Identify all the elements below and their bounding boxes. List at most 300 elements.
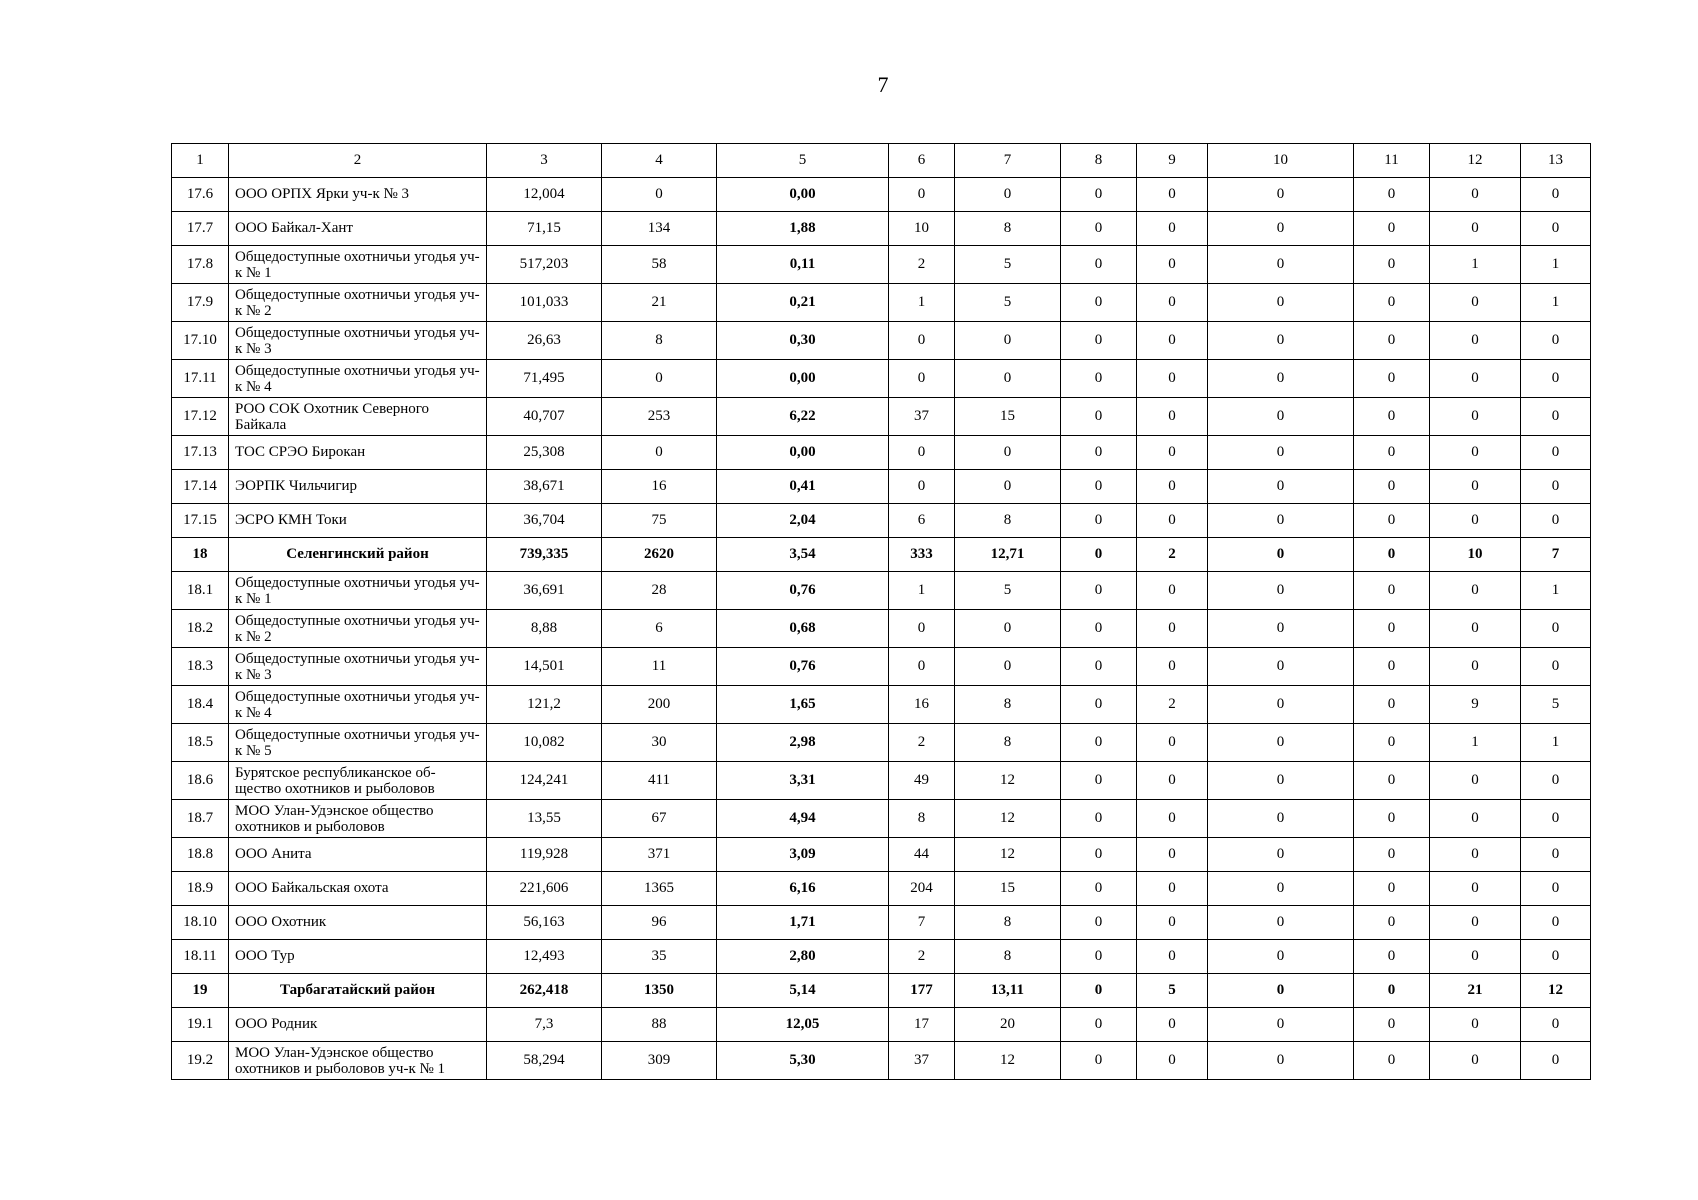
count-cell: 2620 <box>602 538 717 572</box>
col13-cell: 0 <box>1521 504 1591 538</box>
col6-cell: 16 <box>889 686 955 724</box>
row-number-cell: 17.8 <box>172 246 229 284</box>
col10-cell: 0 <box>1208 322 1354 360</box>
col11-cell: 0 <box>1354 398 1430 436</box>
col12-cell: 0 <box>1430 436 1521 470</box>
col11-cell: 0 <box>1354 724 1430 762</box>
col9-cell: 0 <box>1137 648 1208 686</box>
col9-cell: 0 <box>1137 178 1208 212</box>
col11-cell: 0 <box>1354 838 1430 872</box>
col6-cell: 0 <box>889 436 955 470</box>
col12-cell: 0 <box>1430 872 1521 906</box>
col13-cell: 0 <box>1521 872 1591 906</box>
col7-cell: 8 <box>955 504 1061 538</box>
col12-cell: 0 <box>1430 360 1521 398</box>
col11-cell: 0 <box>1354 1042 1430 1080</box>
col8-cell: 0 <box>1061 872 1137 906</box>
column-number-cell: 11 <box>1354 144 1430 178</box>
district-total-row <box>172 974 1591 1008</box>
count-cell: 411 <box>602 762 717 800</box>
row-number-cell: 18.6 <box>172 762 229 800</box>
col8-cell: 0 <box>1061 762 1137 800</box>
col9-cell: 0 <box>1137 504 1208 538</box>
col12-cell: 9 <box>1430 686 1521 724</box>
organization-name-cell: ООО Анита <box>229 838 487 872</box>
col11-cell: 0 <box>1354 178 1430 212</box>
col8-cell: 0 <box>1061 322 1137 360</box>
col13-cell: 5 <box>1521 686 1591 724</box>
count-cell: 88 <box>602 1008 717 1042</box>
col13-cell: 0 <box>1521 838 1591 872</box>
col10-cell: 0 <box>1208 284 1354 322</box>
col7-cell: 15 <box>955 398 1061 436</box>
table-row <box>172 838 1591 872</box>
col10-cell: 0 <box>1208 940 1354 974</box>
col11-cell: 0 <box>1354 470 1430 504</box>
count-cell: 28 <box>602 572 717 610</box>
col7-cell: 13,11 <box>955 974 1061 1008</box>
col12-cell: 10 <box>1430 538 1521 572</box>
column-number-cell: 7 <box>955 144 1061 178</box>
area-cell: 119,928 <box>487 838 602 872</box>
col9-cell: 2 <box>1137 538 1208 572</box>
organization-name-cell: Общедоступные охотничьи угодья уч-к № 1 <box>229 572 487 610</box>
col12-cell: 0 <box>1430 504 1521 538</box>
col12-cell: 0 <box>1430 572 1521 610</box>
area-cell: 101,033 <box>487 284 602 322</box>
col8-cell: 0 <box>1061 724 1137 762</box>
col8-cell: 0 <box>1061 648 1137 686</box>
col11-cell: 0 <box>1354 872 1430 906</box>
col9-cell: 0 <box>1137 872 1208 906</box>
area-cell: 38,671 <box>487 470 602 504</box>
col9-cell: 0 <box>1137 212 1208 246</box>
col12-cell: 0 <box>1430 284 1521 322</box>
density-cell: 0,68 <box>717 610 889 648</box>
table-row <box>172 648 1591 686</box>
organization-name-cell: Общедоступные охотничьи угодья уч-к № 3 <box>229 322 487 360</box>
col13-cell: 1 <box>1521 572 1591 610</box>
area-cell: 13,55 <box>487 800 602 838</box>
count-cell: 30 <box>602 724 717 762</box>
row-number-cell: 18.9 <box>172 872 229 906</box>
col8-cell: 0 <box>1061 178 1137 212</box>
density-cell: 0,41 <box>717 470 889 504</box>
col9-cell: 0 <box>1137 246 1208 284</box>
row-number-cell: 17.15 <box>172 504 229 538</box>
count-cell: 75 <box>602 504 717 538</box>
table-row <box>172 322 1591 360</box>
count-cell: 8 <box>602 322 717 360</box>
col12-cell: 0 <box>1430 322 1521 360</box>
col10-cell: 0 <box>1208 212 1354 246</box>
col10-cell: 0 <box>1208 504 1354 538</box>
count-cell: 0 <box>602 436 717 470</box>
row-number-cell: 19.1 <box>172 1008 229 1042</box>
area-cell: 221,606 <box>487 872 602 906</box>
organization-name-cell: ООО Тур <box>229 940 487 974</box>
col10-cell: 0 <box>1208 974 1354 1008</box>
organization-name-cell: ООО Охотник <box>229 906 487 940</box>
col6-cell: 0 <box>889 360 955 398</box>
col9-cell: 0 <box>1137 610 1208 648</box>
count-cell: 1350 <box>602 974 717 1008</box>
col8-cell: 0 <box>1061 610 1137 648</box>
table-row <box>172 872 1591 906</box>
organization-name-cell: Общедоступные охотничьи угодья уч-к № 5 <box>229 724 487 762</box>
col6-cell: 204 <box>889 872 955 906</box>
col9-cell: 0 <box>1137 572 1208 610</box>
col13-cell: 0 <box>1521 398 1591 436</box>
table-row <box>172 686 1591 724</box>
col7-cell: 12 <box>955 1042 1061 1080</box>
col10-cell: 0 <box>1208 360 1354 398</box>
organization-name-cell: МОО Улан-Удэнское общество охотников и рыболовов <box>229 800 487 838</box>
column-number-cell: 2 <box>229 144 487 178</box>
column-number-cell: 3 <box>487 144 602 178</box>
col6-cell: 0 <box>889 178 955 212</box>
col12-cell: 0 <box>1430 906 1521 940</box>
col8-cell: 0 <box>1061 246 1137 284</box>
col11-cell: 0 <box>1354 246 1430 284</box>
col13-cell: 1 <box>1521 724 1591 762</box>
col7-cell: 8 <box>955 724 1061 762</box>
table-row <box>172 398 1591 436</box>
col12-cell: 0 <box>1430 800 1521 838</box>
density-cell: 3,09 <box>717 838 889 872</box>
density-cell: 4,94 <box>717 800 889 838</box>
col7-cell: 0 <box>955 360 1061 398</box>
count-cell: 0 <box>602 178 717 212</box>
col9-cell: 0 <box>1137 1042 1208 1080</box>
count-cell: 96 <box>602 906 717 940</box>
col8-cell: 0 <box>1061 398 1137 436</box>
density-cell: 5,30 <box>717 1042 889 1080</box>
col6-cell: 2 <box>889 724 955 762</box>
col6-cell: 44 <box>889 838 955 872</box>
area-cell: 12,493 <box>487 940 602 974</box>
col11-cell: 0 <box>1354 538 1430 572</box>
organization-name-cell: Общедоступные охотничьи угодья уч-к № 2 <box>229 610 487 648</box>
col8-cell: 0 <box>1061 1008 1137 1042</box>
col12-cell: 0 <box>1430 940 1521 974</box>
density-cell: 3,31 <box>717 762 889 800</box>
col9-cell: 2 <box>1137 686 1208 724</box>
col11-cell: 0 <box>1354 504 1430 538</box>
col13-cell: 0 <box>1521 436 1591 470</box>
density-cell: 12,05 <box>717 1008 889 1042</box>
col9-cell: 0 <box>1137 470 1208 504</box>
row-number-cell: 18.10 <box>172 906 229 940</box>
col9-cell: 0 <box>1137 322 1208 360</box>
column-number-cell: 9 <box>1137 144 1208 178</box>
table-row <box>172 572 1591 610</box>
col12-cell: 0 <box>1430 1042 1521 1080</box>
col13-cell: 0 <box>1521 940 1591 974</box>
col7-cell: 5 <box>955 246 1061 284</box>
density-cell: 6,16 <box>717 872 889 906</box>
area-cell: 71,495 <box>487 360 602 398</box>
area-cell: 26,63 <box>487 322 602 360</box>
col8-cell: 0 <box>1061 212 1137 246</box>
table-row <box>172 178 1591 212</box>
column-number-cell: 6 <box>889 144 955 178</box>
row-number-cell: 18.8 <box>172 838 229 872</box>
table-row <box>172 724 1591 762</box>
col8-cell: 0 <box>1061 360 1137 398</box>
organization-name-cell: МОО Улан-Удэнское общество охотников и рыболовов уч-к № 1 <box>229 1042 487 1080</box>
area-cell: 25,308 <box>487 436 602 470</box>
organization-name-cell: РОО СОК Охотник Северного Байкала <box>229 398 487 436</box>
column-number-cell: 13 <box>1521 144 1591 178</box>
density-cell: 1,65 <box>717 686 889 724</box>
organization-name-cell: ООО Байкальская охота <box>229 872 487 906</box>
table-row <box>172 212 1591 246</box>
column-number-cell: 10 <box>1208 144 1354 178</box>
density-cell: 1,88 <box>717 212 889 246</box>
col6-cell: 49 <box>889 762 955 800</box>
col9-cell: 0 <box>1137 800 1208 838</box>
col9-cell: 0 <box>1137 360 1208 398</box>
density-cell: 2,80 <box>717 940 889 974</box>
density-cell: 1,71 <box>717 906 889 940</box>
row-number-cell: 17.12 <box>172 398 229 436</box>
row-number-cell: 17.6 <box>172 178 229 212</box>
col8-cell: 0 <box>1061 940 1137 974</box>
table-row <box>172 470 1591 504</box>
col13-cell: 0 <box>1521 648 1591 686</box>
col9-cell: 0 <box>1137 762 1208 800</box>
column-number-cell: 8 <box>1061 144 1137 178</box>
col12-cell: 21 <box>1430 974 1521 1008</box>
col12-cell: 0 <box>1430 762 1521 800</box>
col8-cell: 0 <box>1061 686 1137 724</box>
col7-cell: 12 <box>955 838 1061 872</box>
col12-cell: 0 <box>1430 1008 1521 1042</box>
density-cell: 5,14 <box>717 974 889 1008</box>
col12-cell: 0 <box>1430 178 1521 212</box>
col6-cell: 0 <box>889 648 955 686</box>
count-cell: 11 <box>602 648 717 686</box>
col7-cell: 5 <box>955 284 1061 322</box>
col12-cell: 0 <box>1430 648 1521 686</box>
col10-cell: 0 <box>1208 906 1354 940</box>
col8-cell: 0 <box>1061 504 1137 538</box>
col8-cell: 0 <box>1061 284 1137 322</box>
table-header-row <box>172 144 1591 178</box>
density-cell: 2,98 <box>717 724 889 762</box>
table-row <box>172 504 1591 538</box>
col8-cell: 0 <box>1061 1042 1137 1080</box>
col6-cell: 7 <box>889 906 955 940</box>
density-cell: 0,76 <box>717 648 889 686</box>
column-number-cell: 12 <box>1430 144 1521 178</box>
area-cell: 58,294 <box>487 1042 602 1080</box>
row-number-cell: 18.2 <box>172 610 229 648</box>
col6-cell: 37 <box>889 398 955 436</box>
col8-cell: 0 <box>1061 974 1137 1008</box>
area-cell: 36,691 <box>487 572 602 610</box>
col11-cell: 0 <box>1354 322 1430 360</box>
col7-cell: 0 <box>955 436 1061 470</box>
col10-cell: 0 <box>1208 838 1354 872</box>
col9-cell: 0 <box>1137 906 1208 940</box>
district-total-row <box>172 538 1591 572</box>
density-cell: 0,00 <box>717 436 889 470</box>
table-row <box>172 940 1591 974</box>
col9-cell: 0 <box>1137 1008 1208 1042</box>
col10-cell: 0 <box>1208 762 1354 800</box>
col9-cell: 0 <box>1137 940 1208 974</box>
col9-cell: 0 <box>1137 436 1208 470</box>
col10-cell: 0 <box>1208 436 1354 470</box>
col6-cell: 1 <box>889 284 955 322</box>
area-cell: 7,3 <box>487 1008 602 1042</box>
column-number-cell: 1 <box>172 144 229 178</box>
area-cell: 10,082 <box>487 724 602 762</box>
col11-cell: 0 <box>1354 572 1430 610</box>
col7-cell: 8 <box>955 906 1061 940</box>
col8-cell: 0 <box>1061 838 1137 872</box>
col11-cell: 0 <box>1354 800 1430 838</box>
density-cell: 3,54 <box>717 538 889 572</box>
table-row <box>172 906 1591 940</box>
col6-cell: 37 <box>889 1042 955 1080</box>
count-cell: 67 <box>602 800 717 838</box>
area-cell: 262,418 <box>487 974 602 1008</box>
col13-cell: 0 <box>1521 800 1591 838</box>
area-cell: 36,704 <box>487 504 602 538</box>
col12-cell: 1 <box>1430 246 1521 284</box>
organization-name-cell: ЭОРПК Чильчигир <box>229 470 487 504</box>
col7-cell: 0 <box>955 178 1061 212</box>
col6-cell: 17 <box>889 1008 955 1042</box>
column-number-cell: 4 <box>602 144 717 178</box>
col7-cell: 12,71 <box>955 538 1061 572</box>
area-cell: 124,241 <box>487 762 602 800</box>
col10-cell: 0 <box>1208 648 1354 686</box>
col6-cell: 8 <box>889 800 955 838</box>
area-cell: 8,88 <box>487 610 602 648</box>
column-number-cell: 5 <box>717 144 889 178</box>
row-number-cell: 18 <box>172 538 229 572</box>
col8-cell: 0 <box>1061 538 1137 572</box>
col13-cell: 0 <box>1521 906 1591 940</box>
col13-cell: 0 <box>1521 610 1591 648</box>
col7-cell: 8 <box>955 940 1061 974</box>
col6-cell: 333 <box>889 538 955 572</box>
organization-name-cell: Общедоступные охотничьи угодья уч-к № 1 <box>229 246 487 284</box>
row-number-cell: 17.10 <box>172 322 229 360</box>
col11-cell: 0 <box>1354 360 1430 398</box>
row-number-cell: 17.14 <box>172 470 229 504</box>
col7-cell: 0 <box>955 470 1061 504</box>
density-cell: 0,11 <box>717 246 889 284</box>
col12-cell: 0 <box>1430 398 1521 436</box>
row-number-cell: 17.9 <box>172 284 229 322</box>
col11-cell: 0 <box>1354 212 1430 246</box>
area-cell: 40,707 <box>487 398 602 436</box>
col13-cell: 0 <box>1521 212 1591 246</box>
row-number-cell: 18.3 <box>172 648 229 686</box>
count-cell: 35 <box>602 940 717 974</box>
area-cell: 56,163 <box>487 906 602 940</box>
organization-name-cell: Общедоступные охотничьи угодья уч-к № 2 <box>229 284 487 322</box>
table-row <box>172 436 1591 470</box>
col8-cell: 0 <box>1061 800 1137 838</box>
count-cell: 16 <box>602 470 717 504</box>
col12-cell: 0 <box>1430 838 1521 872</box>
row-number-cell: 17.11 <box>172 360 229 398</box>
col10-cell: 0 <box>1208 686 1354 724</box>
col7-cell: 12 <box>955 762 1061 800</box>
col10-cell: 0 <box>1208 538 1354 572</box>
col13-cell: 0 <box>1521 470 1591 504</box>
col11-cell: 0 <box>1354 436 1430 470</box>
col10-cell: 0 <box>1208 470 1354 504</box>
table-row <box>172 800 1591 838</box>
page-number: 7 <box>877 72 889 97</box>
col6-cell: 2 <box>889 940 955 974</box>
table-row <box>172 1042 1591 1080</box>
col12-cell: 0 <box>1430 470 1521 504</box>
col6-cell: 0 <box>889 470 955 504</box>
table-row <box>172 284 1591 322</box>
col6-cell: 6 <box>889 504 955 538</box>
col13-cell: 1 <box>1521 246 1591 284</box>
col13-cell: 0 <box>1521 322 1591 360</box>
organization-name-cell: ООО Байкал-Хант <box>229 212 487 246</box>
density-cell: 0,76 <box>717 572 889 610</box>
col13-cell: 7 <box>1521 538 1591 572</box>
col12-cell: 0 <box>1430 212 1521 246</box>
organization-name-cell: ЭСРО КМН Токи <box>229 504 487 538</box>
density-cell: 0,00 <box>717 360 889 398</box>
count-cell: 21 <box>602 284 717 322</box>
count-cell: 6 <box>602 610 717 648</box>
col10-cell: 0 <box>1208 610 1354 648</box>
count-cell: 134 <box>602 212 717 246</box>
area-cell: 121,2 <box>487 686 602 724</box>
organization-name-cell: ООО Родник <box>229 1008 487 1042</box>
col11-cell: 0 <box>1354 974 1430 1008</box>
table-row <box>172 1008 1591 1042</box>
col11-cell: 0 <box>1354 906 1430 940</box>
col10-cell: 0 <box>1208 1042 1354 1080</box>
density-cell: 0,30 <box>717 322 889 360</box>
col6-cell: 0 <box>889 610 955 648</box>
col6-cell: 177 <box>889 974 955 1008</box>
table-row <box>172 610 1591 648</box>
row-number-cell: 18.5 <box>172 724 229 762</box>
col11-cell: 0 <box>1354 610 1430 648</box>
table-row <box>172 762 1591 800</box>
col6-cell: 0 <box>889 322 955 360</box>
col8-cell: 0 <box>1061 572 1137 610</box>
col9-cell: 0 <box>1137 838 1208 872</box>
col8-cell: 0 <box>1061 906 1137 940</box>
row-number-cell: 18.11 <box>172 940 229 974</box>
col13-cell: 0 <box>1521 360 1591 398</box>
col6-cell: 2 <box>889 246 955 284</box>
row-number-cell: 17.7 <box>172 212 229 246</box>
area-cell: 12,004 <box>487 178 602 212</box>
col9-cell: 0 <box>1137 724 1208 762</box>
count-cell: 371 <box>602 838 717 872</box>
row-number-cell: 19.2 <box>172 1042 229 1080</box>
col10-cell: 0 <box>1208 1008 1354 1042</box>
organization-name-cell: Селенгинский район <box>229 538 487 572</box>
